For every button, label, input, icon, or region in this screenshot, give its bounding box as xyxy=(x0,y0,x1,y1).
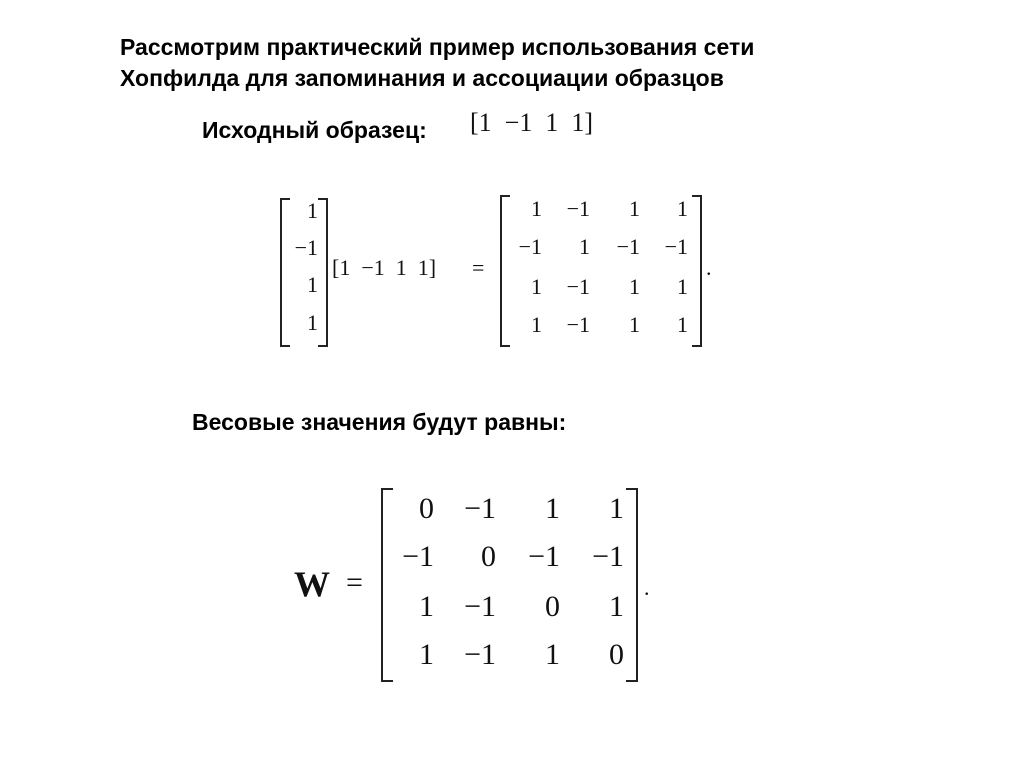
title-line-1: Рассмотрим практический пример использования сети xyxy=(120,34,755,60)
result-matrix-cell: 1 xyxy=(531,274,542,299)
result-matrix-cell: 1 xyxy=(629,274,640,299)
result-period: . xyxy=(706,255,712,280)
weight-period: . xyxy=(644,575,650,600)
result-matrix-cell: −1 xyxy=(566,312,590,337)
column-vector-entry: −1 xyxy=(294,235,318,260)
weight-matrix-cell: 1 xyxy=(419,638,434,671)
title-line-2: Хопфилда для запоминания и ассоциации образцов xyxy=(120,65,724,91)
weight-equals-sign: = xyxy=(346,566,363,599)
result-matrix-cell: −1 xyxy=(616,234,640,259)
weight-matrix-cell: −1 xyxy=(464,590,496,623)
weight-matrix-cell: 1 xyxy=(609,590,624,623)
weight-matrix-cell: 0 xyxy=(545,590,560,623)
weight-matrix-cell: −1 xyxy=(402,540,434,573)
column-vector-entry: 1 xyxy=(307,310,318,335)
row-vector: [1 −1 1 1] xyxy=(332,255,437,280)
result-matrix-cell: −1 xyxy=(566,274,590,299)
weight-matrix-cell: 0 xyxy=(481,540,496,573)
weight-matrix-cell: −1 xyxy=(464,638,496,671)
weights-label: Весовые значения будут равны: xyxy=(192,409,567,435)
weight-symbol: W xyxy=(294,564,330,604)
weight-matrix-cell: 1 xyxy=(609,492,624,525)
weight-matrix-cell: 0 xyxy=(419,492,434,525)
result-matrix-cell: 1 xyxy=(531,196,542,221)
equals-sign: = xyxy=(472,255,485,280)
pattern-vector: [1 −1 1 1] xyxy=(470,108,593,137)
column-vector-entry: 1 xyxy=(307,272,318,297)
result-matrix-cell: −1 xyxy=(566,196,590,221)
result-matrix-cell: 1 xyxy=(531,312,542,337)
pattern-label: Исходный образец: xyxy=(202,117,427,143)
weight-matrix-cell: 1 xyxy=(545,492,560,525)
weight-matrix-cell: −1 xyxy=(592,540,624,573)
result-matrix-cell: −1 xyxy=(518,234,542,259)
result-matrix-cell: 1 xyxy=(677,274,688,299)
weight-matrix-cell: −1 xyxy=(528,540,560,573)
result-matrix-cell: 1 xyxy=(677,312,688,337)
weight-matrix-cell: 1 xyxy=(419,590,434,623)
result-matrix-cell: 1 xyxy=(677,196,688,221)
result-matrix-cell: 1 xyxy=(629,196,640,221)
weight-matrix-right-bracket xyxy=(626,488,638,682)
result-matrix-cell: 1 xyxy=(579,234,590,259)
weight-matrix-left-bracket xyxy=(381,488,393,682)
result-matrix-cell: 1 xyxy=(629,312,640,337)
result-matrix-cell: −1 xyxy=(664,234,688,259)
weight-matrix-cell: −1 xyxy=(464,492,496,525)
weight-matrix-cell: 0 xyxy=(609,638,624,671)
weight-matrix-cell: 1 xyxy=(545,638,560,671)
column-vector-entry: 1 xyxy=(307,198,318,223)
